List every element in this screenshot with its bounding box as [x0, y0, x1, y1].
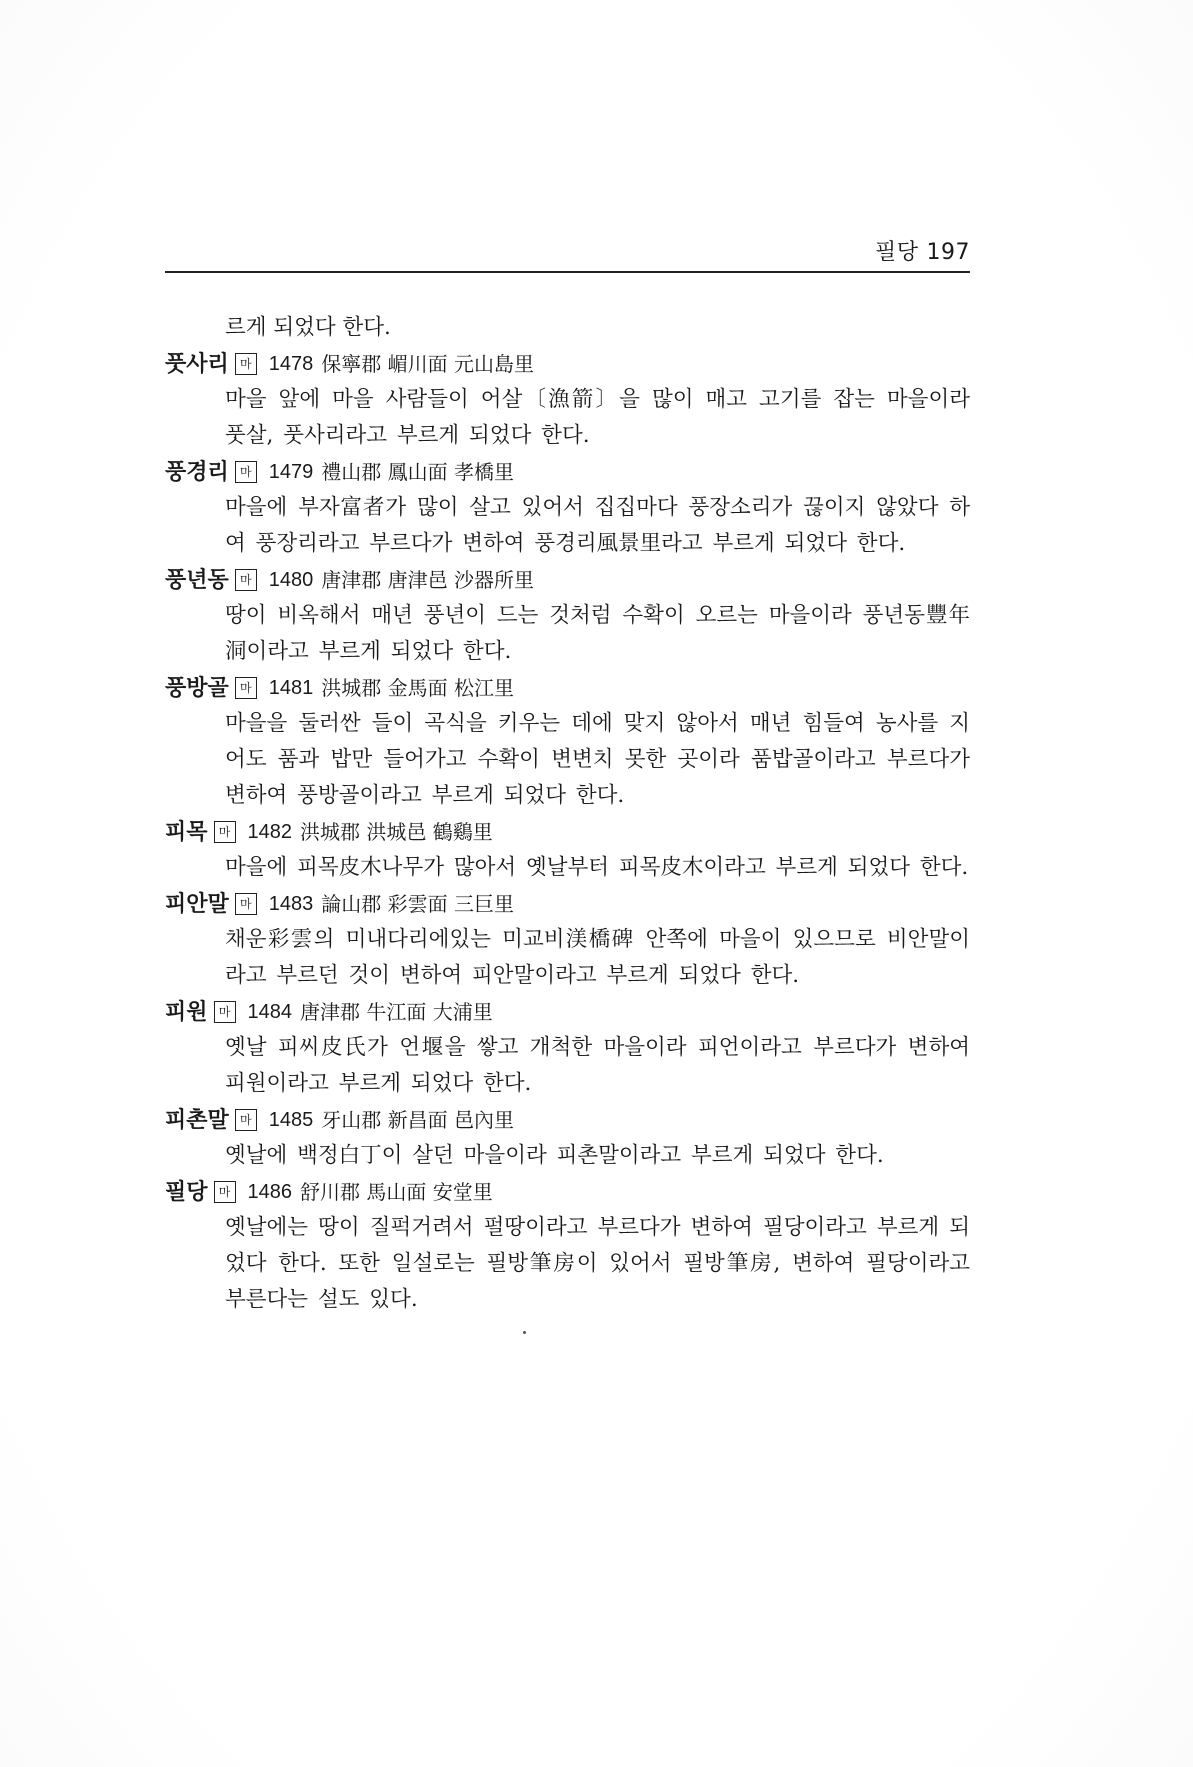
entry-location: 洪城郡 洪城邑 鶴鷄里 — [300, 820, 493, 844]
entry-head — [165, 1102, 970, 1138]
village-mark-icon: 마 — [235, 461, 257, 483]
dictionary-entry — [165, 886, 970, 994]
entry-code: 1481 — [268, 677, 314, 699]
entry-headword: 풍경리 — [165, 459, 229, 485]
entry-head — [165, 346, 970, 382]
page-number: 197 — [926, 240, 970, 265]
entry-list — [165, 346, 970, 1318]
village-mark-icon: 마 — [214, 821, 236, 843]
entry-code: 1479 — [268, 461, 314, 483]
entry-head — [165, 1174, 970, 1210]
dictionary-entry — [165, 346, 970, 454]
entry-description: 옛날 피씨皮氏가 언堰을 쌓고 개척한 마을이라 피언이라고 부르다가 변하여 피원이라고 부르게 되었다 한다. — [225, 1035, 970, 1096]
entry-description: 마을 앞에 마을 사람들이 어살〔漁箭〕을 많이 매고 고기를 잡는 마을이라 풋살, 풋사리라고 부르게 되었다 한다. — [225, 387, 970, 448]
entry-code: 1484 — [247, 1001, 293, 1023]
running-head — [875, 235, 970, 266]
entry-headword: 풍방골 — [165, 675, 229, 701]
entry-location: 舒川郡 馬山面 安堂里 — [300, 1180, 493, 1204]
entry-location: 牙山郡 新昌面 邑內里 — [321, 1108, 514, 1132]
entry-code: 1478 — [268, 353, 314, 375]
dictionary-entry — [165, 814, 970, 886]
village-mark-icon: 마 — [235, 353, 257, 375]
entry-description: 땅이 비옥해서 매년 풍년이 드는 것처럼 수확이 오르는 마을이라 풍년동豐年洞이라고 부르게 되었다 한다. — [225, 603, 970, 664]
print-speck — [523, 1331, 526, 1334]
entry-headword: 풋사리 — [165, 351, 229, 377]
village-mark-icon: 마 — [214, 1001, 236, 1023]
entry-head — [165, 814, 970, 850]
entry-description: 채운彩雲의 미내다리에있는 미교비渼橋碑 안쪽에 마을이 있으므로 비안말이라고 부르던 것이 변하여 피안말이라고 부르게 되었다 한다. — [225, 927, 970, 988]
entry-head — [165, 562, 970, 598]
entry-head — [165, 670, 970, 706]
entry-head — [165, 994, 970, 1030]
entries-body — [165, 310, 970, 1318]
village-mark-icon: 마 — [235, 677, 257, 699]
page-header — [165, 235, 970, 273]
entry-headword: 피안말 — [165, 891, 229, 917]
entry-headword: 피목 — [165, 819, 208, 845]
entry-location: 洪城郡 金馬面 松江里 — [321, 676, 514, 700]
entry-description: 옛날에 백정白丁이 살던 마을이라 피촌말이라고 부르게 되었다 한다. — [225, 1143, 884, 1168]
entry-head — [165, 454, 970, 490]
entry-location: 保寧郡 嵋川面 元山島里 — [321, 352, 534, 376]
dictionary-entry — [165, 1174, 970, 1318]
running-head-title: 필당 — [874, 240, 919, 265]
continued-text: 르게 되었다 한다. — [225, 315, 391, 340]
entry-location: 唐津郡 牛江面 大浦里 — [300, 1000, 493, 1024]
entry-head — [165, 886, 970, 922]
entry-location: 唐津郡 唐津邑 沙器所里 — [321, 568, 534, 592]
dictionary-entry — [165, 562, 970, 670]
entry-description: 마을을 둘러싼 들이 곡식을 키우는 데에 맞지 않아서 매년 힘들여 농사를 지어도 품과 밥만 들어가고 수확이 변변치 못한 곳이라 품밥골이라고 부르다가 변하여 풍방골이라고 부르게 되었다 한다. — [225, 711, 970, 808]
entry-headword: 풍년동 — [165, 567, 229, 593]
village-mark-icon: 마 — [235, 1109, 257, 1131]
entry-code: 1480 — [268, 569, 314, 591]
dictionary-entry — [165, 454, 970, 562]
entry-location: 論山郡 彩雲面 三巨里 — [321, 892, 514, 916]
dictionary-entry — [165, 994, 970, 1102]
entry-description: 마을에 부자富者가 많이 살고 있어서 집집마다 풍장소리가 끊이지 않았다 하여 풍장리라고 부르다가 변하여 풍경리風景里라고 부르게 되었다 한다. — [225, 495, 970, 556]
village-mark-icon: 마 — [235, 893, 257, 915]
entry-location: 禮山郡 鳳山面 孝橋里 — [321, 460, 514, 484]
village-mark-icon: 마 — [235, 569, 257, 591]
dictionary-entry — [165, 670, 970, 814]
entry-headword: 필당 — [165, 1179, 208, 1205]
entry-code: 1482 — [247, 821, 293, 843]
entry-code: 1483 — [268, 893, 314, 915]
entry-code: 1485 — [268, 1109, 314, 1131]
entry-description: 마을에 피목皮木나무가 많아서 옛날부터 피목皮木이라고 부르게 되었다 한다. — [225, 855, 969, 880]
dictionary-entry — [165, 1102, 970, 1174]
entry-code: 1486 — [247, 1181, 293, 1203]
village-mark-icon: 마 — [214, 1181, 236, 1203]
entry-headword: 피원 — [165, 999, 208, 1025]
entry-headword: 피촌말 — [165, 1107, 229, 1133]
entry-description: 옛날에는 땅이 질퍽거려서 펄땅이라고 부르다가 변하여 필당이라고 부르게 되었다 한다. 또한 일설로는 필방筆房이 있어서 필방筆房, 변하여 필당이라고 부른다는 설도 있다. — [225, 1215, 970, 1312]
